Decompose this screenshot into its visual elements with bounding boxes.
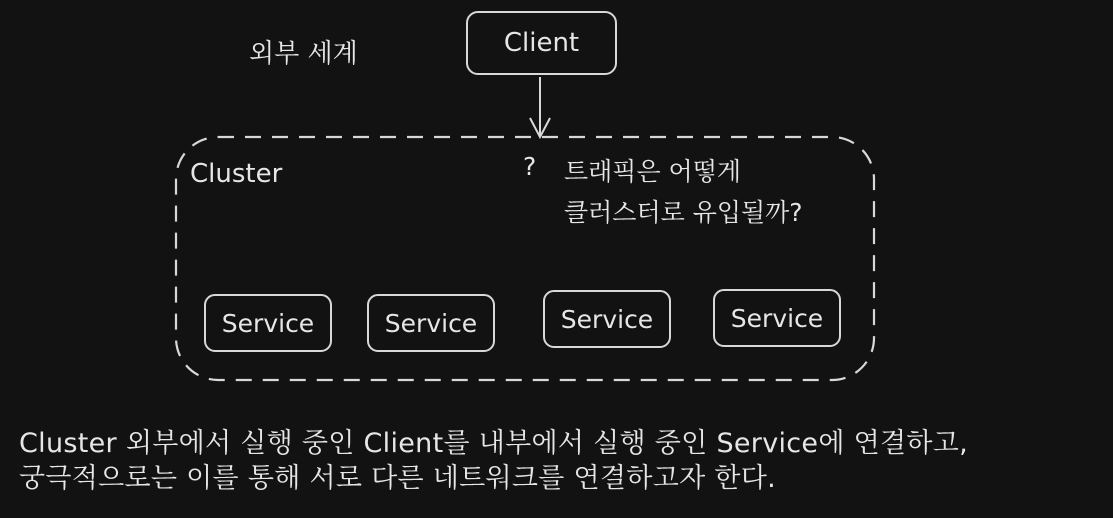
service-node [204, 294, 332, 352]
service-label: Service [560, 304, 654, 334]
service-label: Service [221, 308, 315, 338]
question-line-2: 클러스터로 유입될까? [564, 198, 803, 227]
service-node [543, 290, 671, 348]
question-mark: ? [523, 152, 537, 181]
outside-world-label: 외부 세계 [249, 39, 358, 69]
question-line-1: 트래픽은 어떻게 [564, 157, 741, 186]
service-node [367, 294, 495, 352]
client-node [466, 11, 617, 75]
client-label: Client [503, 28, 580, 58]
cluster-label: Cluster [190, 159, 283, 189]
service-label: Service [730, 303, 824, 333]
service-node [713, 289, 841, 347]
caption-line-2: 궁극적으로는 이를 통해 서로 다른 네트워크를 연결하고자 한다. [19, 463, 776, 494]
caption-line-1: Cluster 외부에서 실행 중인 Client를 내부에서 실행 중인 Service에 연결하고, [19, 428, 969, 459]
service-label: Service [384, 308, 478, 338]
